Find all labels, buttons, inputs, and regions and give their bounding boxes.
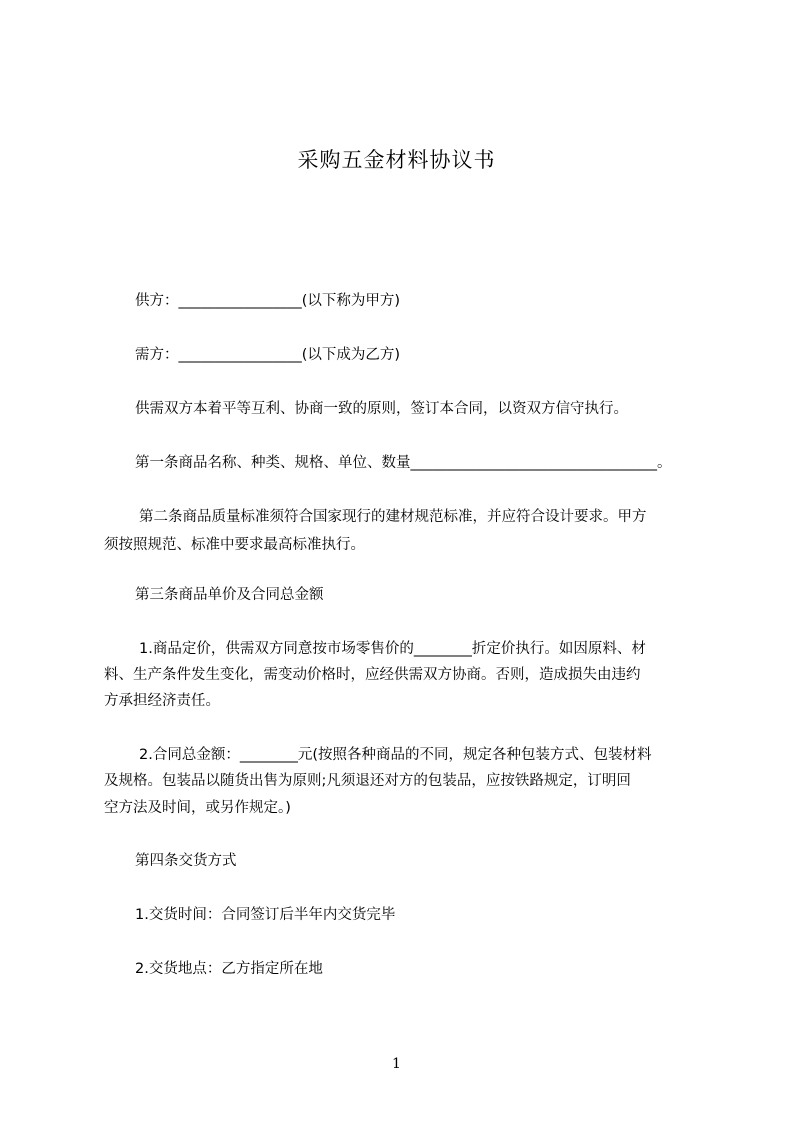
article-2-line-2: 须按照规范、标准中要求最高标准执行。	[104, 537, 365, 553]
article-3-item-2-line-1: 2.合同总金额：________元(按照各种商品的不同，规定各种包装方式、包装材料	[139, 747, 652, 763]
article-4-heading: 第四条交货方式	[135, 853, 237, 869]
article-3-heading: 第三条商品单价及合同总金额	[135, 587, 324, 603]
article-1-line: 第一条商品名称、种类、规格、单位、数量__________________________________。	[135, 455, 672, 471]
intro-paragraph: 供需双方本着平等互利、协商一致的原则，签订本合同，以资双方信守执行。	[135, 401, 628, 417]
article-3-item-1-line-2: 料、生产条件发生变化，需变动价格时，应经供需双方协商。否则，造成损失由违约	[104, 667, 641, 683]
article-3-item-2-line-3: 空方法及时间，或另作规定。)	[104, 800, 291, 816]
article-3-item-1-line-1: 1.商品定价，供需双方同意按市场零售价的________折定价执行。如因原料、材	[139, 641, 646, 657]
supplier-line: 供方：_________________(以下称为甲方)	[135, 293, 401, 309]
article-4-item-2: 2.交货地点：乙方指定所在地	[135, 961, 323, 977]
article-3-item-2-line-2: 及规格。包装品以随货出售为原则;凡须退还对方的包装品，应按铁路规定，订明回	[104, 773, 631, 789]
article-2-line-1: 第二条商品质量标准须符合国家现行的建材规范标准，并应符合设计要求。甲方	[139, 509, 647, 525]
buyer-line: 需方：_________________(以下成为乙方)	[135, 347, 401, 363]
article-3-item-1-line-3: 方承担经济责任。	[104, 693, 220, 709]
article-4-item-1: 1.交货时间：合同签订后半年内交货完毕	[135, 907, 396, 923]
page-number: 1	[392, 1056, 401, 1072]
document-title: 采购五金材料协议书	[297, 148, 496, 172]
